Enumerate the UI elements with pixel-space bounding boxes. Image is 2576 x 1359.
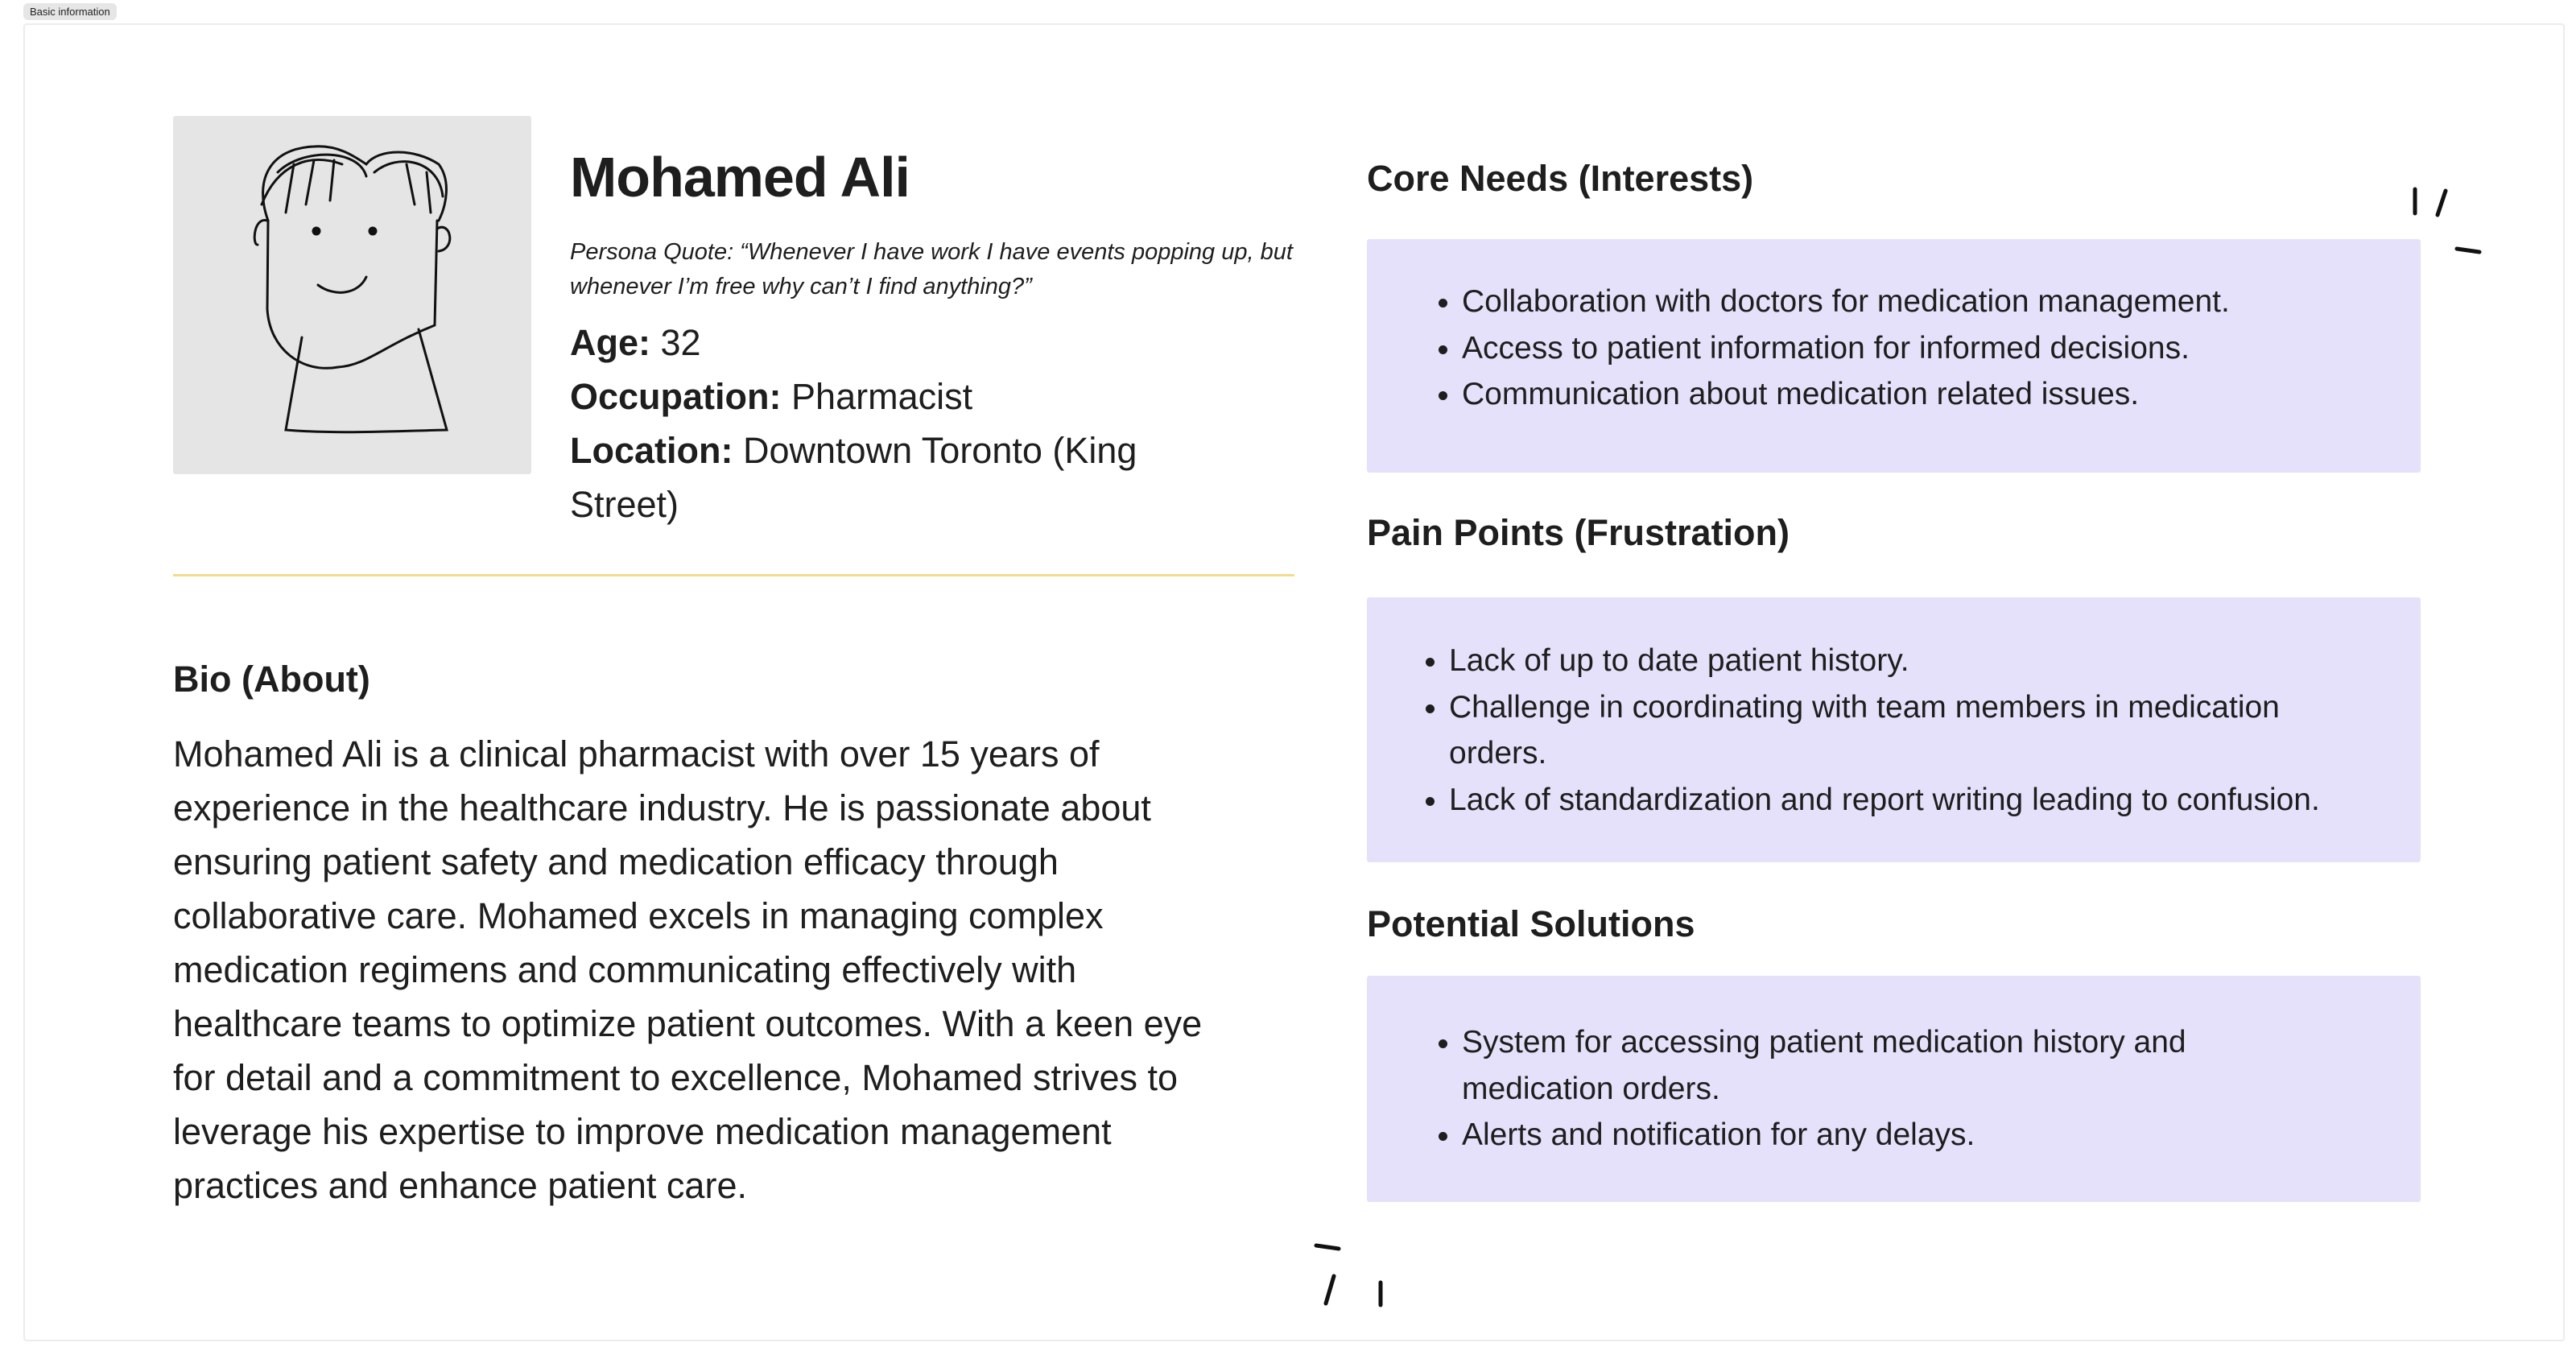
persona-facts bbox=[570, 316, 1182, 531]
list-item: • Collaboration with doctors for medication management. bbox=[1462, 279, 2421, 325]
divider bbox=[173, 574, 1294, 576]
age-label: Age: bbox=[570, 322, 650, 363]
avatar-sketch-icon bbox=[173, 116, 531, 474]
age-value: 32 bbox=[660, 322, 701, 363]
list-item: • Access to patient information for informed decisions. bbox=[1462, 325, 2421, 372]
persona-name: Mohamed Ali bbox=[570, 146, 910, 209]
core-needs-list bbox=[1367, 279, 2421, 418]
location-value: Downtown Toronto (King Street) bbox=[570, 430, 1137, 525]
list-item: • Lack of up to date patient history. bbox=[1449, 638, 2348, 684]
list-item: • Challenge in coordinating with team members in medication orders. bbox=[1449, 684, 2348, 777]
core-needs-box bbox=[1367, 239, 2421, 473]
list-item: • Communication about medication related issues. bbox=[1462, 371, 2421, 418]
occupation-label: Occupation: bbox=[570, 376, 782, 417]
solutions-heading: Potential Solutions bbox=[1367, 903, 1695, 944]
occupation-row bbox=[570, 370, 1182, 423]
list-item: • Alerts and notification for any delays. bbox=[1462, 1112, 2235, 1159]
bio-text: Mohamed Ali is a clinical pharmacist with over 15 years of experience in the healthcare industry. He is passionate about ensuring patient safety and medication efficacy through collaborative care. Mohamed excels in managing complex medication regimens and communicating effectively with healthcare teams to optimize patient outcomes. With a keen eye for detail and a commitment to excellence, Mohamed strives to leverage his expertise to improve medication management practices and enhance patient care. bbox=[173, 733, 1203, 1206]
frame-label[interactable]: Basic information bbox=[23, 3, 117, 20]
avatar bbox=[173, 116, 531, 474]
list-item: • Lack of standardization and report writing leading to confusion. bbox=[1449, 777, 2348, 824]
solutions-box bbox=[1367, 976, 2421, 1202]
pain-points-heading: Pain Points (Frustration) bbox=[1367, 512, 1790, 553]
bio-heading: Bio (About) bbox=[173, 659, 370, 700]
occupation-value: Pharmacist bbox=[791, 376, 973, 417]
location-row bbox=[570, 423, 1182, 531]
sparkle-mark-icon bbox=[2407, 181, 2487, 262]
core-needs-heading: Core Needs (Interests) bbox=[1367, 158, 1754, 199]
age-row bbox=[570, 316, 1182, 370]
list-item: • System for accessing patient medication history and medication orders. bbox=[1462, 1019, 2235, 1112]
pain-points-box bbox=[1367, 597, 2421, 862]
pain-points-list bbox=[1367, 638, 2421, 823]
solutions-list bbox=[1367, 1019, 2421, 1159]
persona-quote: Persona Quote: “Whenever I have work I have events popping up, but whenever I’m free why can’t I find anything?” bbox=[570, 239, 1293, 299]
sparkle-mark-icon bbox=[1308, 1236, 1389, 1316]
location-label: Location: bbox=[570, 430, 733, 471]
